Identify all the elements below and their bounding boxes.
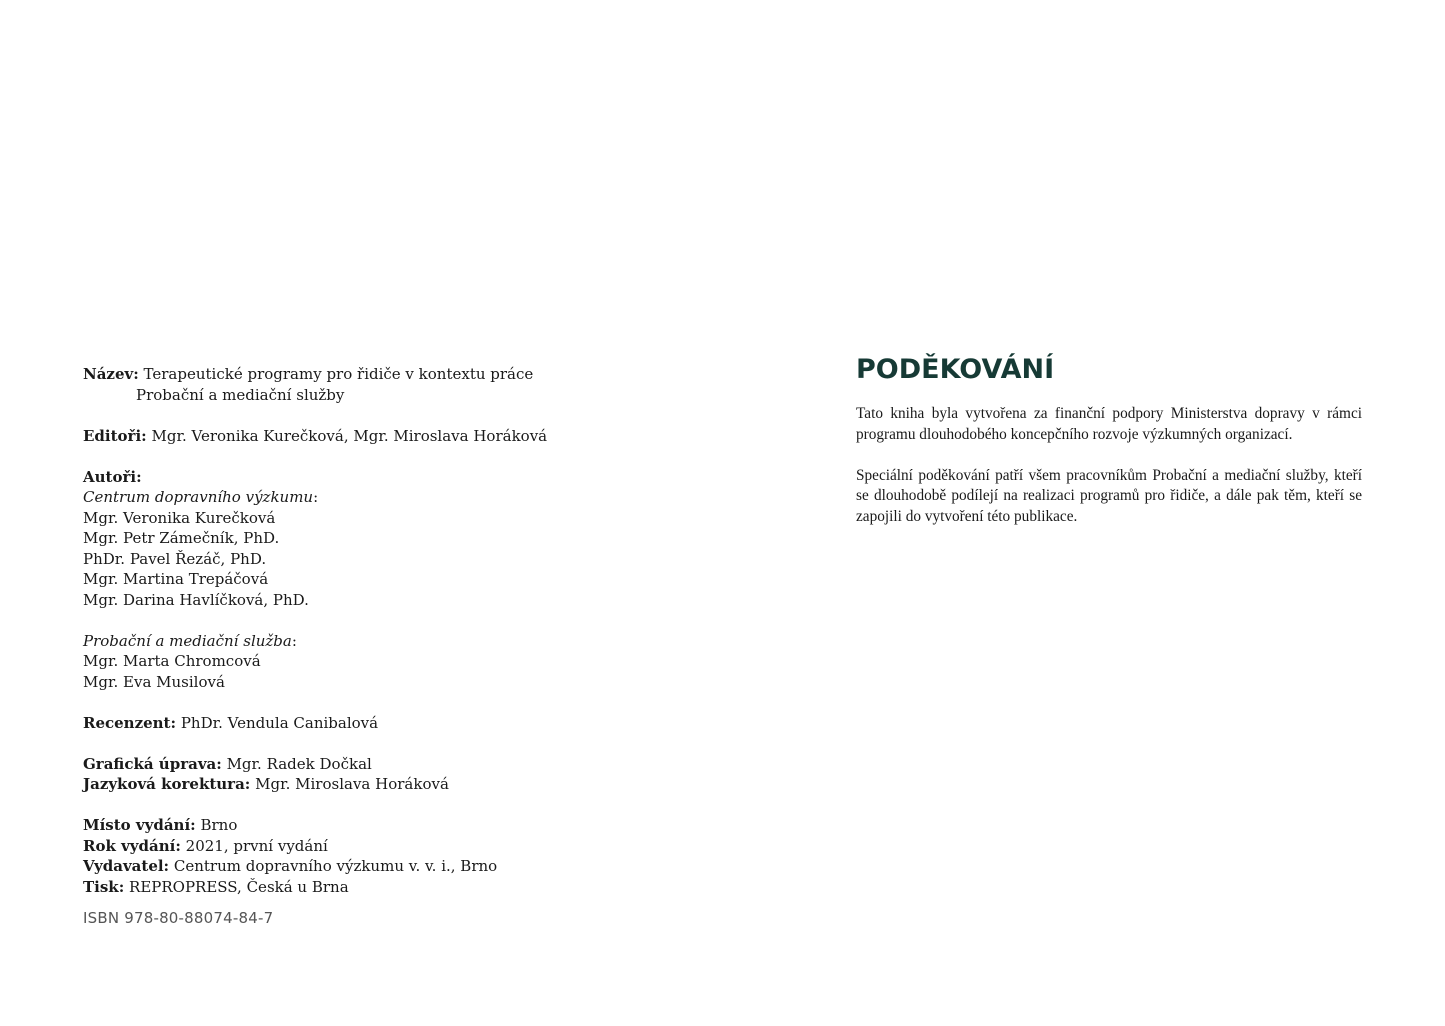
publisher-label: Vydavatel: bbox=[83, 857, 170, 875]
year-row bbox=[83, 836, 733, 857]
org2-author: Mgr. Marta Chromcová bbox=[83, 652, 261, 670]
place-row bbox=[83, 815, 733, 836]
org1-row: Centrum dopravního výzkumu: bbox=[83, 488, 319, 506]
print-value: REPROPRESS, Česká u Brna bbox=[129, 877, 349, 896]
org2-row: Probační a mediační služba: bbox=[83, 631, 297, 650]
reviewer-value: PhDr. Vendula Canibalová bbox=[180, 713, 379, 732]
org1-author: Mgr. Petr Zámečník, PhD. bbox=[83, 529, 280, 547]
graphics-label: Grafická úprava: bbox=[83, 754, 222, 773]
reviewer-label: Recenzent: bbox=[83, 713, 177, 732]
editors-label: Editoři: bbox=[83, 426, 147, 445]
org2-author: Mgr. Eva Musilová bbox=[83, 672, 225, 691]
editors-value: Mgr. Veronika Kurečková, Mgr. Miroslava Horáková bbox=[151, 426, 548, 445]
acknowledgements-paragraph-1: Tato kniha byla vytvořena za finanční podpory Ministerstva dopravy v rámci programu dlouhodobého koncepčního rozvoje výzkumných organizací. bbox=[856, 405, 1362, 443]
proofreading-value: Mgr. Miroslava Horáková bbox=[255, 775, 449, 793]
editors-row bbox=[83, 426, 733, 447]
org1-author: PhDr. Pavel Řezáč, PhD. bbox=[83, 549, 267, 568]
proofreading-label: Jazyková korektura: bbox=[83, 775, 251, 793]
title-line-2: Probační a mediační služby bbox=[136, 385, 345, 404]
org1-author: Mgr. Darina Havlíčková, PhD. bbox=[83, 590, 309, 609]
org1-author: Mgr. Veronika Kurečková bbox=[83, 508, 276, 527]
title-label: Název: bbox=[83, 365, 139, 383]
colophon bbox=[83, 364, 733, 929]
isbn: ISBN 978-80-88074-84-7 bbox=[83, 909, 274, 927]
acknowledgements-paragraph-2: Speciální poděkování patří všem pracovníkům Probační a mediační služby, kteří se dlouhodobě podílejí na realizaci programů pro řidiče, a dále pak těm, kteří se zapojili do vytvoření této publikace. bbox=[856, 466, 1362, 525]
publisher-row bbox=[83, 856, 733, 877]
org2-name: Probační a mediační služba bbox=[83, 631, 292, 650]
year-value: 2021, první vydání bbox=[185, 836, 328, 855]
graphics-row bbox=[83, 754, 733, 775]
org1-author: Mgr. Martina Trepáčová bbox=[83, 570, 269, 588]
authors-label: Autoři: bbox=[83, 467, 142, 486]
publisher-value: Centrum dopravního výzkumu v. v. i., Brno bbox=[173, 857, 498, 875]
org1-name: Centrum dopravního výzkumu bbox=[83, 488, 314, 506]
title-row bbox=[83, 364, 733, 385]
year-label: Rok vydání: bbox=[83, 836, 181, 855]
title-line-1: Terapeutické programy pro řidiče v kontextu práce bbox=[143, 365, 534, 383]
place-label: Místo vydání: bbox=[83, 816, 196, 834]
graphics-value: Mgr. Radek Dočkal bbox=[226, 754, 372, 773]
acknowledgements bbox=[856, 352, 1362, 527]
place-value: Brno bbox=[200, 816, 238, 834]
acknowledgements-heading: PODĚKOVÁNÍ bbox=[856, 354, 1055, 385]
print-row bbox=[83, 877, 733, 898]
print-label: Tisk: bbox=[83, 877, 125, 896]
reviewer-row bbox=[83, 713, 733, 734]
proofreading-row bbox=[83, 774, 733, 795]
